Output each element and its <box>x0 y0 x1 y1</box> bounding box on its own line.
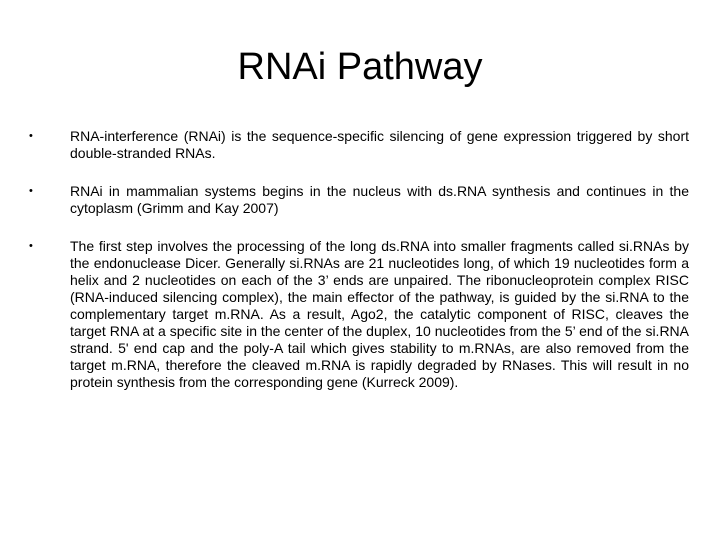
bullet-icon: • <box>29 240 33 252</box>
bullet-text: RNAi in mammalian systems begins in the nucleus with ds.RNA synthesis and continues in the cytoplasm (Grimm and Kay 2007) <box>70 183 689 216</box>
slide-title: RNAi Pathway <box>237 46 483 88</box>
bullet-icon: • <box>29 185 33 197</box>
bullet-item <box>29 128 689 162</box>
bullet-list <box>29 128 689 391</box>
bullet-text: RNA-interference (RNAi) is the sequence-specific silencing of gene expression triggered by short double-stranded RNAs. <box>70 128 689 161</box>
bullet-item <box>29 183 689 217</box>
bullet-icon: • <box>29 130 33 142</box>
bullet-text: The first step involves the processing of the long ds.RNA into smaller fragments called si.RNAs by the endonuclease Dicer. Generally si.RNAs are 21 nucleotides long, of which 19 nucleotides form a helix and 2 nucleotides on each of the 3’ ends are unpaired. The ribonucleoprotein complex RISC (RNA-induced silencing complex), the main effector of the pathway, is guided by the si.RNA to the complementary target m.RNA. As a result, Ago2, the catalytic component of RISC, cleaves the target RNA at a specific site in the center of the duplex, 10 nucleotides from the 5’ end of the si.RNA strand. 5' end cap and the poly-A tail which gives stability to m.RNAs, are also removed from the target m.RNA, therefore the cleaved m.RNA is rapidly degraded by RNases. This will result in no protein synthesis from the corresponding gene (Kurreck 2009). <box>70 238 689 390</box>
bullet-item <box>29 238 689 391</box>
